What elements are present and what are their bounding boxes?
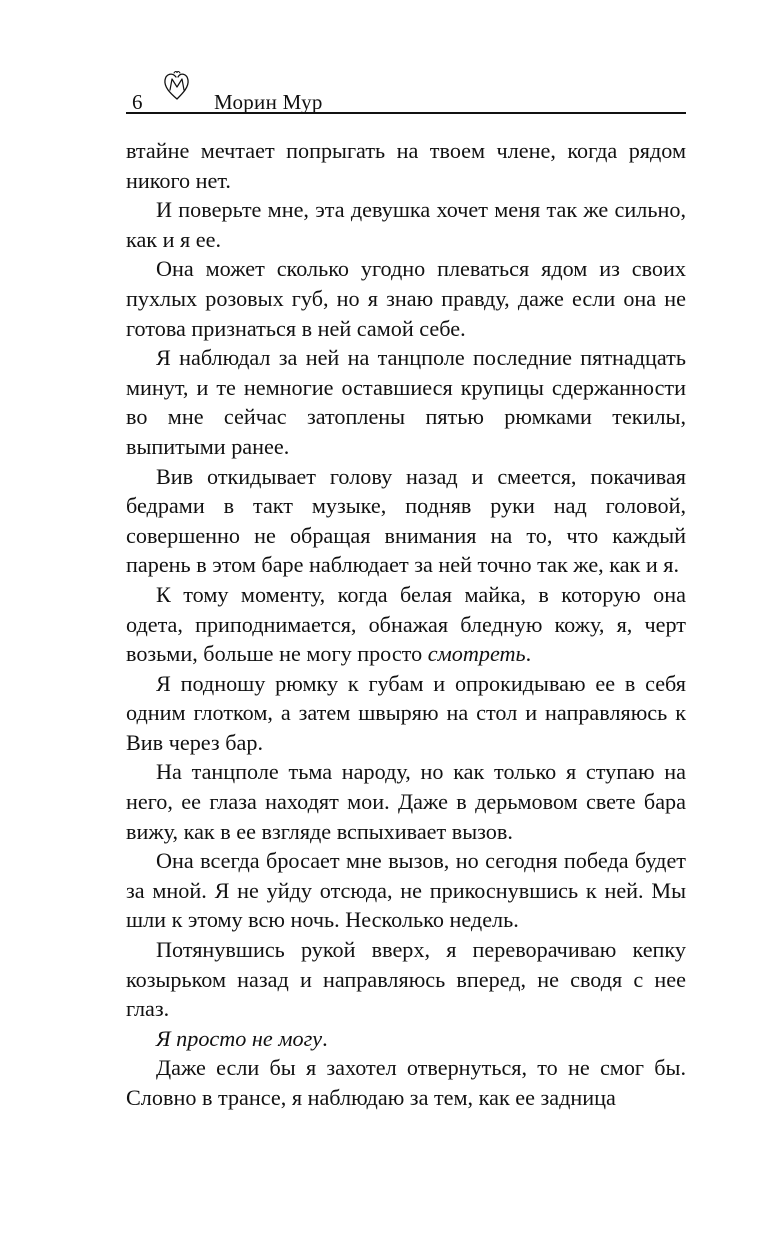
author-name: Морин Мур — [214, 90, 323, 114]
paragraph: Она всегда бросает мне вызов, но сегодня победа будет за мной. Я не уйду отсюда, не прикоснувшись к ней. Мы шли к этому всю ночь. Несколько недель. — [126, 848, 686, 933]
paragraph: Потянувшись рукой вверх, я переворачиваю кепку козырьком назад и направляюсь вперед, не сводя с нее глаз. — [126, 937, 686, 1022]
italic-emphasis: смотреть — [427, 641, 526, 667]
paragraph: Я подношу рюмку к губам и опрокидываю ее в себя одним глотком, а затем швыряю на стол и направляюсь к Вив через бар. — [126, 670, 686, 755]
paragraph: Я просто не могу. — [156, 1025, 328, 1051]
body-text — [126, 136, 686, 1113]
paragraph: И поверьте мне, эта девушка хочет меня так же сильно, как и я ее. — [126, 197, 686, 252]
running-head — [126, 70, 686, 114]
paragraph: Даже если бы я захотел отвернуться, то не смог бы. Словно в трансе, я наблюдаю за тем, как ее задница — [126, 1055, 686, 1110]
paragraph: К тому моменту, когда белая майка, в которую она одета, приподнимается, обнажая бледную кожу, я, черт возьми, больше не могу просто смотреть. — [126, 581, 686, 667]
page-number: 6 — [132, 90, 143, 114]
italic-emphasis: Я просто не могу — [156, 1025, 323, 1051]
paragraph: Вив откидывает голову назад и смеется, покачивая бедрами в такт музыке, подняв руки над головой, совершенно не обращая внимания на то, что каждый парень в этом баре наблюдает за ней точно так же, как и я. — [126, 463, 686, 578]
paragraph: втайне мечтает попрыгать на твоем члене, когда рядом никого нет. — [126, 138, 686, 193]
paragraph: На танцполе тьма народу, но как только я ступаю на него, ее глаза находят мои. Даже в дерьмовом свете бара вижу, как в ее взгляде вспыхивает вызов. — [126, 759, 686, 844]
paragraph: Она может сколько угодно плеваться ядом из своих пухлых розовых губ, но я знаю правду, даже если она не готова признаться в ней самой себе. — [126, 256, 686, 341]
paragraph: Я наблюдал за ней на танцполе последние пятнадцать минут, и те немногие оставшиеся крупицы сдержанности во мне сейчас затоплены пятью рюмками текилы, выпитыми ранее. — [126, 345, 686, 459]
heart-logo-icon — [162, 70, 192, 102]
header-rule — [126, 112, 686, 114]
